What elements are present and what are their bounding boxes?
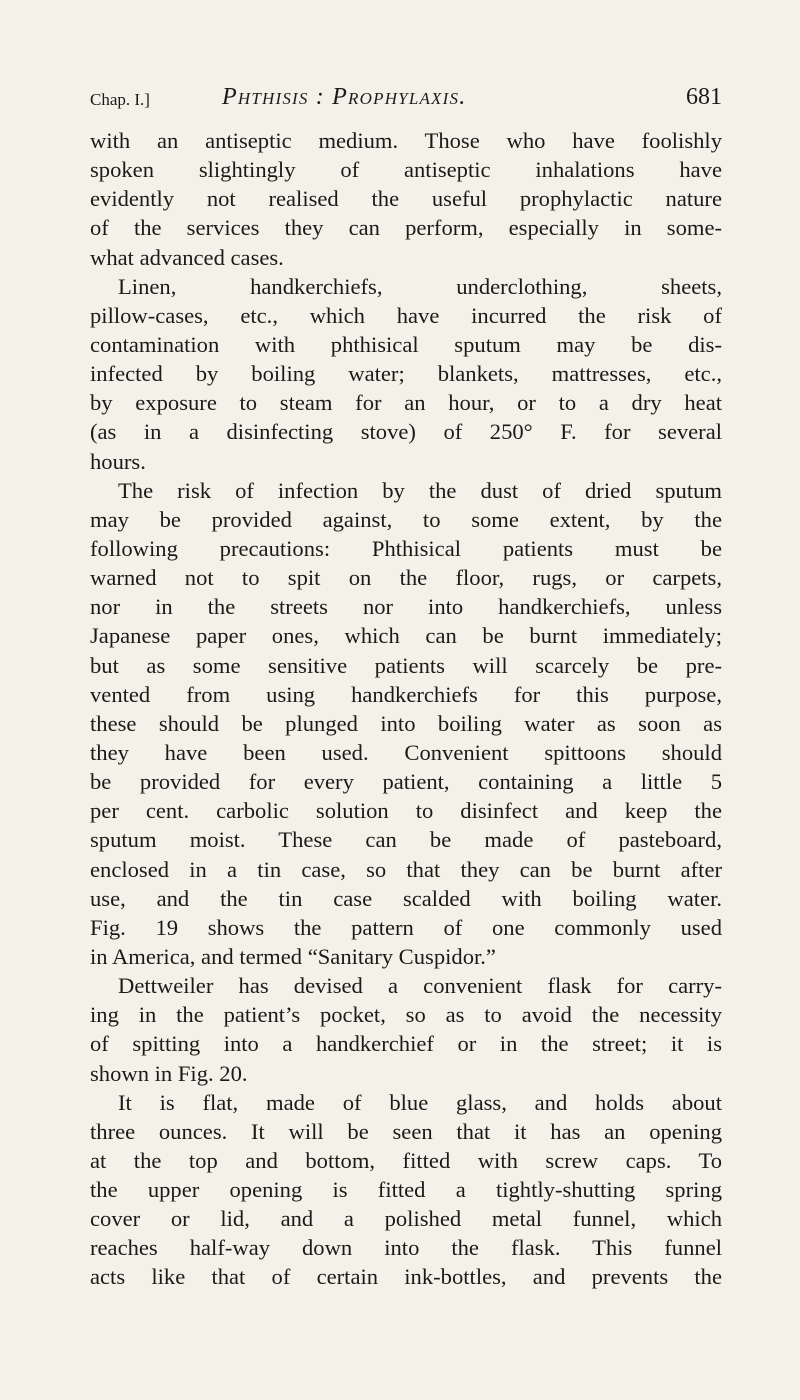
- text-line: evidently not realised the useful prophylactic nature: [90, 186, 722, 212]
- text-line: at the top and bottom, fitted with screw caps. To: [90, 1147, 722, 1173]
- text-line: use, and the tin case scalded with boiling water.: [90, 885, 722, 911]
- text-line: vented from using handkerchiefs for this purpose,: [90, 681, 722, 707]
- running-title: Phthisis : Prophylaxis.: [222, 84, 467, 110]
- text-line: enclosed in a tin case, so that they can be burnt after: [90, 856, 722, 882]
- text-line: ing in the patient’s pocket, so as to avoid the necessity: [90, 1002, 722, 1028]
- text-line: Japanese paper ones, which can be burnt immediately;: [90, 623, 722, 649]
- text-line: reaches half-way down into the flask. This funnel: [90, 1235, 722, 1261]
- text-line: they have been used. Convenient spittoons should: [90, 739, 722, 765]
- running-head: [90, 84, 722, 118]
- text-line: following precautions: Phthisical patients must be: [90, 535, 722, 561]
- text-line: be provided for every patient, containing a little 5: [90, 769, 722, 795]
- text-line: pillow-cases, etc., which have incurred the risk of: [90, 302, 722, 328]
- text-line: nor in the streets nor into handkerchiefs, unless: [90, 594, 722, 620]
- text-line: spoken slightingly of antiseptic inhalations have: [90, 157, 722, 183]
- text-line: infected by boiling water; blankets, mattresses, etc.,: [90, 361, 722, 387]
- page-number: 681: [686, 84, 722, 110]
- text-line: the upper opening is fitted a tightly-shutting spring: [90, 1177, 722, 1203]
- text-line: It is flat, made of blue glass, and holds about: [118, 1089, 722, 1115]
- text-line: with an antiseptic medium. Those who have foolishly: [90, 128, 722, 153]
- text-line: what advanced cases.: [90, 244, 284, 270]
- text-line: cover or lid, and a polished metal funnel, which: [90, 1206, 722, 1232]
- text-line: three ounces. It will be seen that it has an opening: [90, 1118, 722, 1144]
- text-line: these should be plunged into boiling water as soon as: [90, 710, 722, 736]
- text-line: Fig. 19 shows the pattern of one commonly used: [90, 914, 722, 940]
- text-line: of spitting into a handkerchief or in the street; it is: [90, 1031, 722, 1057]
- text-line: (as in a disinfecting stove) of 250° F. for several: [90, 419, 722, 445]
- text-line: hours.: [90, 448, 146, 474]
- text-line: may be provided against, to some extent, by the: [90, 506, 722, 532]
- text-line: sputum moist. These can be made of pasteboard,: [90, 827, 722, 853]
- text-line: Linen, handkerchiefs, underclothing, sheets,: [118, 273, 722, 299]
- text-line: acts like that of certain ink-bottles, and prevents the: [90, 1264, 722, 1290]
- text-line: of the services they can perform, especially in some-: [90, 215, 722, 241]
- text-line: by exposure to steam for an hour, or to a dry heat: [90, 390, 722, 416]
- text-line: The risk of infection by the dust of dried sputum: [118, 477, 722, 503]
- text-line: per cent. carbolic solution to disinfect and keep the: [90, 798, 722, 824]
- text-line: Dettweiler has devised a convenient flask for carry-: [118, 973, 722, 999]
- text-line: in America, and termed “Sanitary Cuspidor.”: [90, 943, 496, 969]
- text-line: warned not to spit on the floor, rugs, or carpets,: [90, 565, 722, 591]
- text-line: contamination with phthisical sputum may be dis-: [90, 331, 722, 357]
- text-line: shown in Fig. 20.: [90, 1060, 248, 1086]
- text-line: but as some sensitive patients will scarcely be pre-: [90, 652, 722, 678]
- body-text: [90, 126, 722, 1292]
- chapter-label: Chap. I.]: [90, 90, 150, 109]
